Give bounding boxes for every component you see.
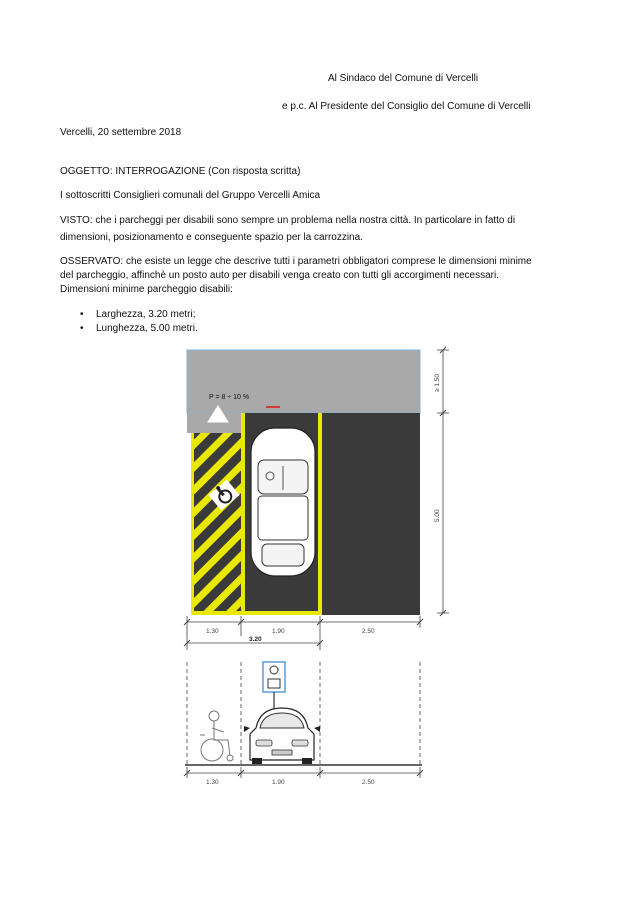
cc-line: e p.c. Al Presidente del Consiglio del Comune di Vercelli bbox=[282, 101, 531, 112]
side-dim-length: 5.00 bbox=[434, 509, 441, 522]
sidewalk bbox=[187, 350, 420, 413]
plan-dim-1: 1.30 bbox=[206, 628, 219, 635]
yellow-border-bottom bbox=[241, 611, 322, 615]
place-date: Vercelli, 20 settembre 2018 bbox=[60, 127, 182, 138]
elev-dim-2: 1.90 bbox=[272, 779, 285, 786]
visto-line-2: dimensioni, posizionamento e conseguente spazio per la carrozzina. bbox=[60, 232, 363, 243]
slope-label: P = 8 ÷ 10 % bbox=[209, 394, 250, 401]
list-item: • Lunghezza, 5.00 metri. bbox=[60, 322, 198, 336]
car-front-icon bbox=[244, 708, 320, 764]
osservato-line-1: OSSERVATO: che esiste un legge che descrive tutti i parametri obbligatori comprese le dimensioni minime bbox=[60, 256, 532, 267]
side-dim-top: ≥ 1.50 bbox=[434, 373, 441, 392]
wheelchair-user-icon bbox=[200, 711, 233, 761]
visto-line-1: VISTO: che i parcheggi per disabili sono sempre un problema nella nostra città. In particolare in fatto di bbox=[60, 215, 516, 226]
plan-dim-3: 2.50 bbox=[362, 628, 375, 635]
recipient-line: Al Sindaco del Comune di Vercelli bbox=[328, 73, 479, 84]
sidewalk-mark bbox=[266, 406, 280, 408]
hatched-area bbox=[193, 433, 241, 615]
osservato-line-3: Dimensioni minime parcheggio disabili: bbox=[60, 284, 233, 295]
subject-line: OGGETTO: INTERROGAZIONE (Con risposta scritta) bbox=[60, 166, 301, 177]
yellow-border-left-bottom bbox=[191, 611, 243, 615]
elev-dim-3: 2.50 bbox=[362, 779, 375, 786]
plan-total: 3.20 bbox=[249, 636, 262, 643]
parking-sign-icon bbox=[263, 662, 285, 712]
list-item: • Larghezza, 3.20 metri; bbox=[60, 308, 198, 322]
signatories-line: I sottoscritti Consiglieri comunali del Gruppo Vercelli Amica bbox=[60, 190, 321, 201]
yellow-border-left bbox=[241, 413, 245, 615]
osservato-line-2: del parcheggio, affinchè un posto auto per disabili venga creato con tutti gli accorgimenti necessari. bbox=[60, 270, 499, 281]
car-plan-icon bbox=[251, 428, 315, 576]
elev-dim-1: 1.30 bbox=[206, 779, 219, 786]
plan-dim-2: 1.90 bbox=[272, 628, 285, 635]
yellow-border-left-outer bbox=[191, 433, 194, 615]
yellow-border-right bbox=[318, 413, 322, 615]
